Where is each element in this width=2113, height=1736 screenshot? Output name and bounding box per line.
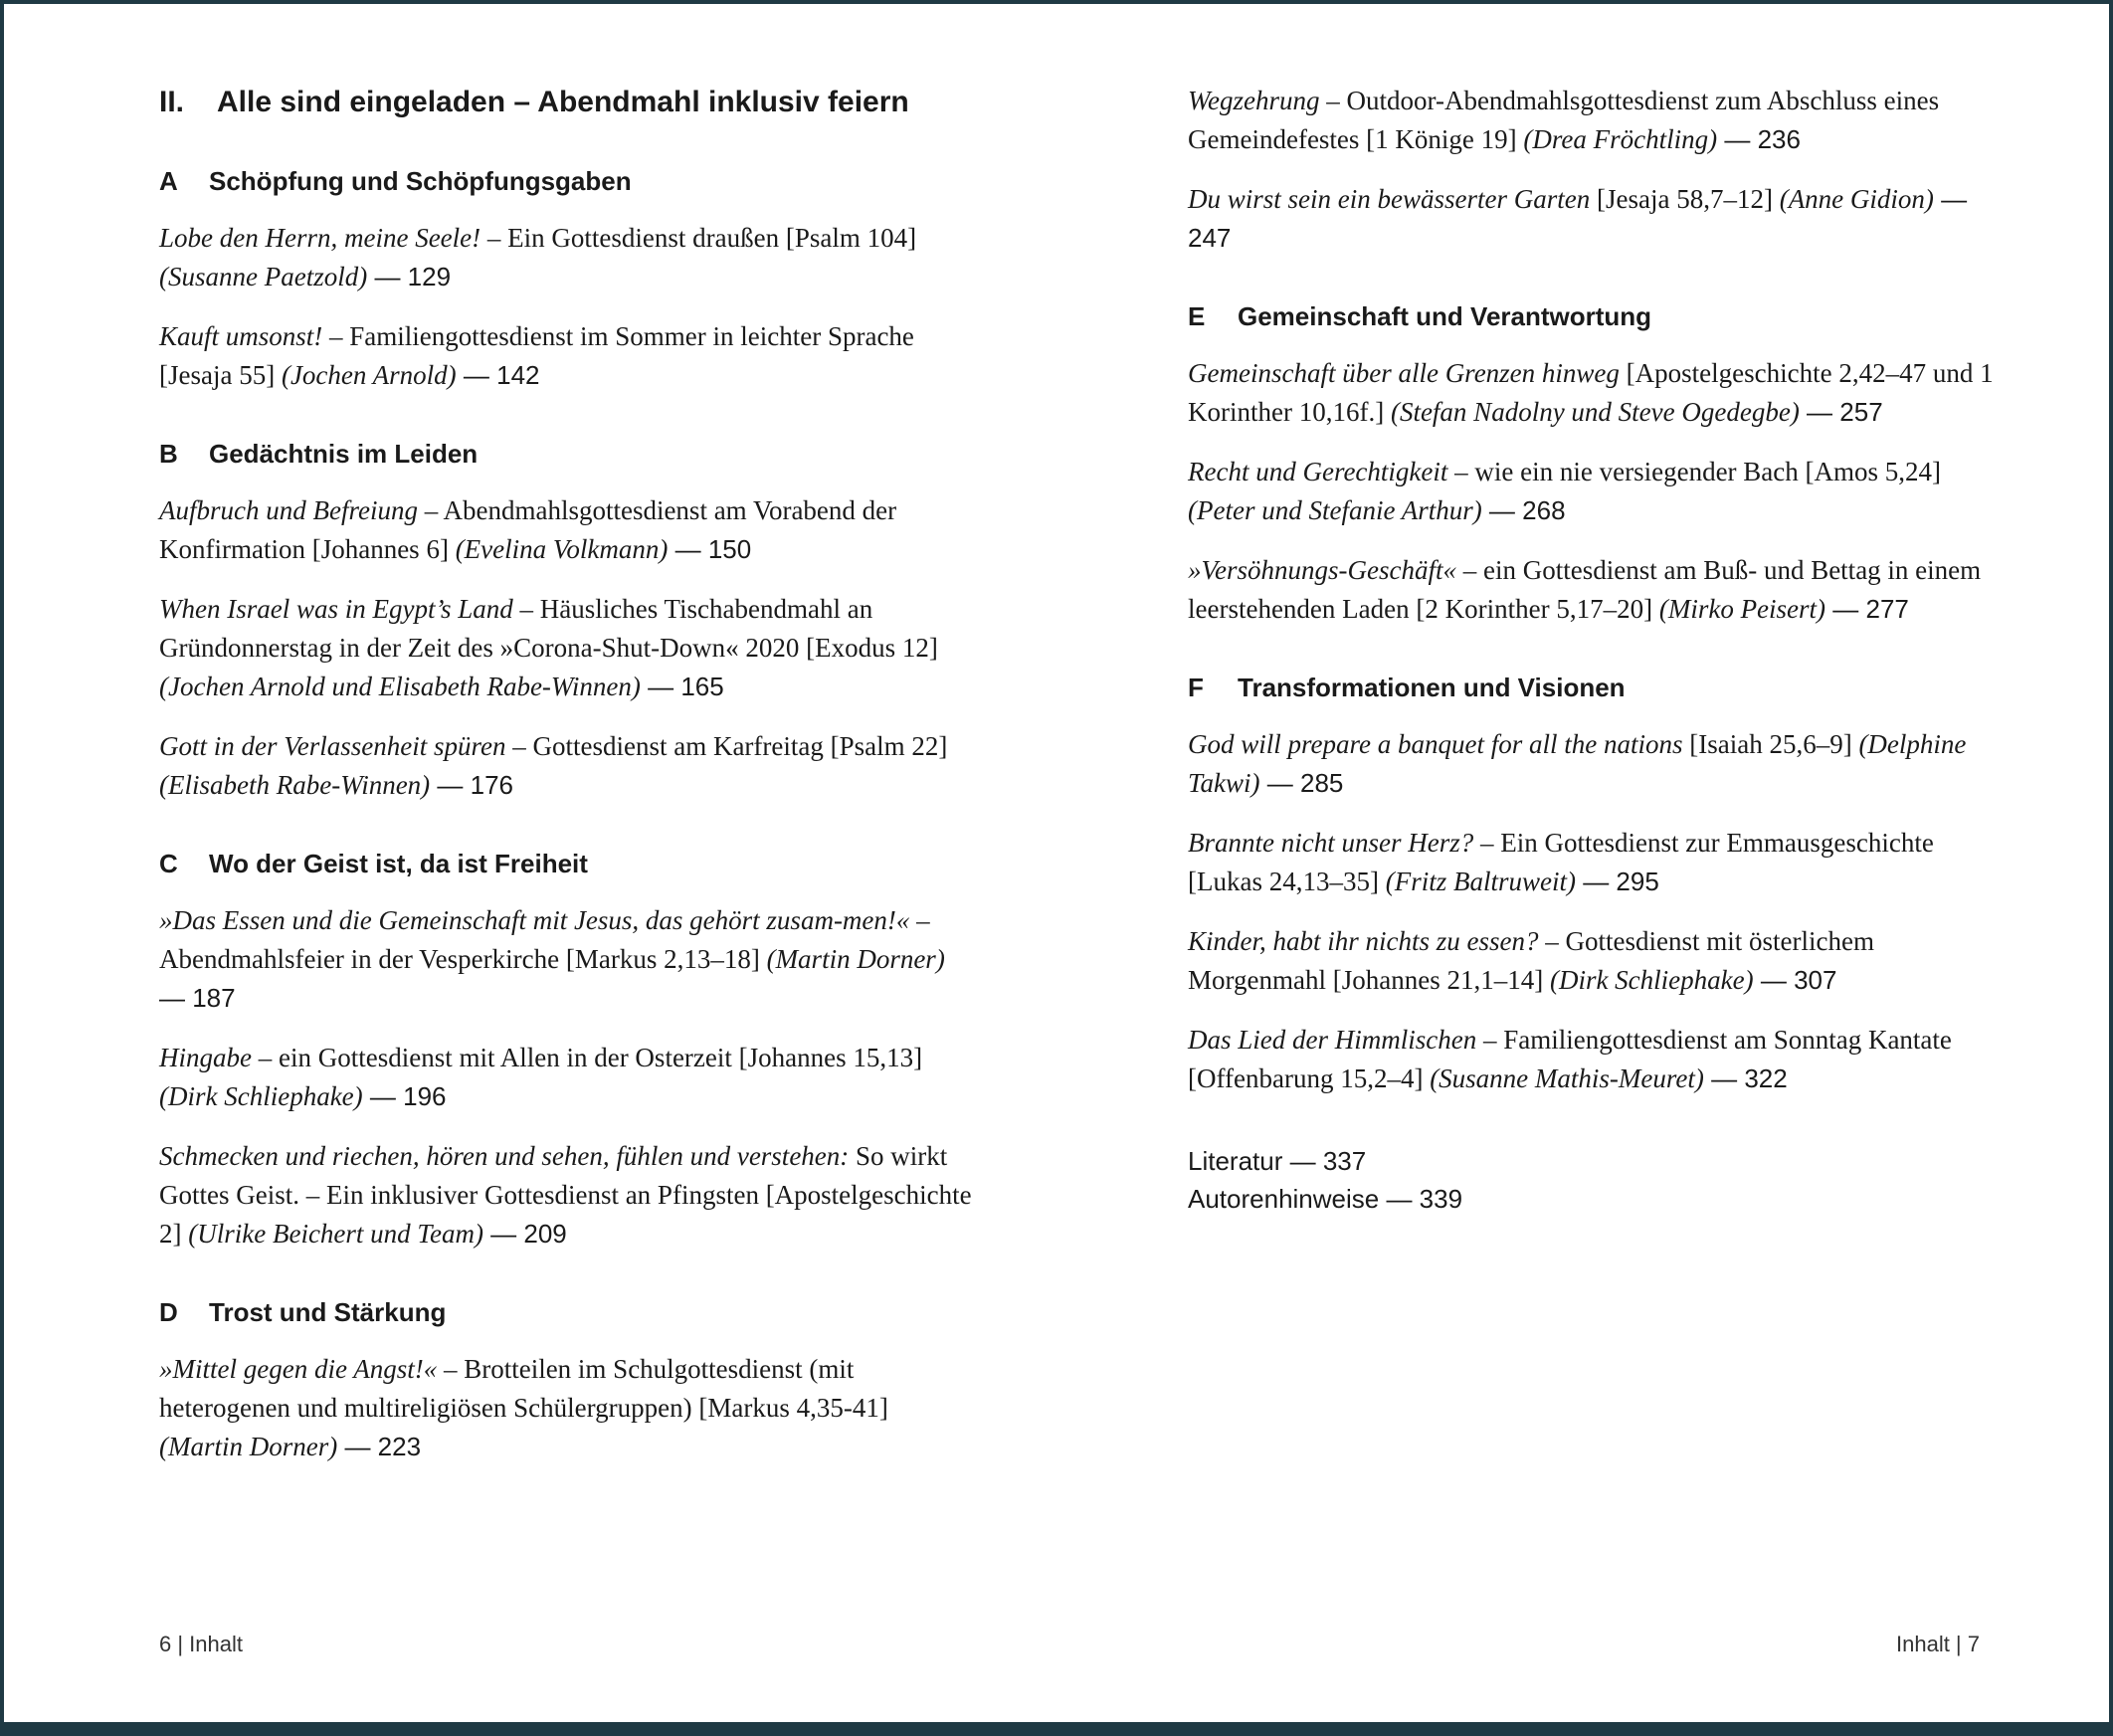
page-number: — 142 xyxy=(456,360,540,390)
book-spread xyxy=(4,4,2109,1722)
section-c xyxy=(159,849,975,1254)
section-b xyxy=(159,439,975,805)
page-number: — 129 xyxy=(367,262,452,291)
toc-entry[interactable]: »Versöhnungs-Geschäft« – ein Gottesdienst am Buß- und Bettag in einem leerstehenden Laden [2 Korinther 5,17–20] (Mirko Peisert) — 277 xyxy=(1188,555,1982,624)
left-page xyxy=(155,4,971,1722)
page-number: — 223 xyxy=(337,1432,422,1461)
page-number: — 268 xyxy=(1481,495,1566,525)
toc-entry[interactable]: Kinder, habt ihr nichts zu essen? – Gottesdienst mit österlichem Morgenmahl [Johannes 21,1–14] (Dirk Schliephake) — 307 xyxy=(1188,926,1874,995)
section-heading: A Schöpfung und Schöpfungsgaben xyxy=(159,166,632,196)
part-number: II. xyxy=(159,86,185,118)
page-number: — 257 xyxy=(1799,397,1883,427)
left-toc xyxy=(159,166,975,1510)
section-f xyxy=(1188,673,2004,1098)
page-number: — 236 xyxy=(1717,124,1801,154)
section-e xyxy=(1188,301,2004,629)
page-number: — 165 xyxy=(640,672,724,701)
toc-entry[interactable]: Kauft umsonst! – Familiengottesdienst im Sommer in leichter Sprache [Jesaja 55] (Jochen Arnold) — 142 xyxy=(159,321,914,390)
section-heading: B Gedächtnis im Leiden xyxy=(159,439,479,469)
right-toc xyxy=(1188,82,2004,1218)
toc-entry[interactable]: Schmecken und riechen, hören und sehen, fühlen und verstehen: So wirkt Gottes Geist. – Ein inklusiver Gottesdienst an Pfingsten [Apostelgeschichte 2] (Ulrike Beichert und Team) — 209 xyxy=(159,1141,972,1249)
toc-entry[interactable]: Gott in der Verlassenheit spüren – Gottesdienst am Karfreitag [Psalm 22] (Elisabeth Rabe-Winnen) — 176 xyxy=(159,731,948,800)
toc-entry[interactable]: Gemeinschaft über alle Grenzen hinweg [Apostelgeschichte 2,42–47 und 1 Korinther 10,16f.] (Stefan Nadolny und Steve Ogedegbe) — 257 xyxy=(1188,358,1994,427)
toc-entry[interactable]: Lobe den Herrn, meine Seele! – Ein Gottesdienst draußen [Psalm 104] (Susanne Paetzold) — 129 xyxy=(159,223,917,291)
toc-entry[interactable]: When Israel was in Egypt’s Land – Häusliches Tischabendmahl an Gründonnerstag in der Zeit des »Corona-Shut-Down« 2020 [Exodus 12] (Jochen Arnold und Elisabeth Rabe-Winnen) — 165 xyxy=(159,594,938,701)
toc-entry[interactable]: »Das Essen und die Gemeinschaft mit Jesus, das gehört zusam-men!« – Abendmahlsfeier in der Vesperkirche [Markus 2,13–18] (Martin Dorner) — 187 xyxy=(159,905,945,1013)
part-title: Alle sind eingeladen – Abendmahl inklusiv feiern xyxy=(217,86,909,118)
toc-entry[interactable]: Hingabe – ein Gottesdienst mit Allen in der Osterzeit [Johannes 15,13] (Dirk Schliephake) — 196 xyxy=(159,1043,923,1111)
toc-entry[interactable]: »Mittel gegen die Angst!« – Brotteilen im Schulgottesdienst (mit heterogenen und multireligiösen Schülergruppen) [Markus 4,35-41] (Martin Dorner) — 223 xyxy=(159,1354,888,1461)
page-number: — 176 xyxy=(430,770,514,800)
page-number: — 150 xyxy=(668,534,752,564)
section-a xyxy=(159,166,975,395)
page-number: — 247 xyxy=(1188,184,1968,253)
backmatter-literatur[interactable]: Literatur — 337 xyxy=(1188,1146,1367,1176)
page-number: — 322 xyxy=(1703,1063,1788,1093)
page-number: — 295 xyxy=(1575,867,1659,896)
right-page xyxy=(1184,4,2000,1722)
toc-entry[interactable]: Brannte nicht unser Herz? – Ein Gottesdienst zur Emmausgeschichte [Lukas 24,13–35] (Fritz Baltruweit) — 295 xyxy=(1188,828,1934,896)
page-number: — 285 xyxy=(1259,768,1344,798)
backmatter-autorenhinweise[interactable]: Autorenhinweise — 339 xyxy=(1188,1184,1463,1214)
section-d xyxy=(159,1297,975,1466)
backmatter xyxy=(1188,1142,2004,1218)
page-folio-right: Inhalt | 7 xyxy=(1896,1632,1980,1656)
section-heading: F Transformationen und Visionen xyxy=(1188,673,1626,702)
page-number: — 187 xyxy=(159,983,236,1013)
page-number: — 307 xyxy=(1753,965,1837,995)
part-heading xyxy=(159,86,909,119)
toc-entry[interactable]: God will prepare a banquet for all the nations [Isaiah 25,6–9] (Delphine Takwi) — 285 xyxy=(1188,729,1967,798)
section-heading: E Gemeinschaft und Verantwortung xyxy=(1188,301,1652,331)
page-number: — 277 xyxy=(1825,594,1909,624)
toc-entry[interactable]: Du wirst sein ein bewässerter Garten [Jesaja 58,7–12] (Anne Gidion) — 247 xyxy=(1188,184,1968,253)
page-number: — 196 xyxy=(362,1081,447,1111)
toc-entry[interactable]: Wegzehrung – Outdoor-Abendmahlsgottesdienst zum Abschluss eines Gemeindefestes [1 Könige 19] (Drea Fröchtling) — 236 xyxy=(1188,86,1940,154)
page-folio-left: 6 | Inhalt xyxy=(159,1632,243,1656)
toc-entry[interactable]: Recht und Gerechtigkeit – wie ein nie versiegender Bach [Amos 5,24] (Peter und Stefanie Arthur) — 268 xyxy=(1188,457,1942,525)
section-heading: D Trost und Stärkung xyxy=(159,1297,447,1327)
toc-entry[interactable]: Aufbruch und Befreiung – Abendmahlsgottesdienst am Vorabend der Konfirmation [Johannes 6] (Evelina Volkmann) — 150 xyxy=(159,495,897,564)
page-number: — 209 xyxy=(482,1219,567,1249)
section-heading: C Wo der Geist ist, da ist Freiheit xyxy=(159,849,588,878)
toc-entry[interactable]: Das Lied der Himmlischen – Familiengottesdienst am Sonntag Kantate [Offenbarung 15,2–4] (Susanne Mathis-Meuret) — 322 xyxy=(1188,1025,1952,1093)
section-d-continued xyxy=(1188,82,2004,258)
